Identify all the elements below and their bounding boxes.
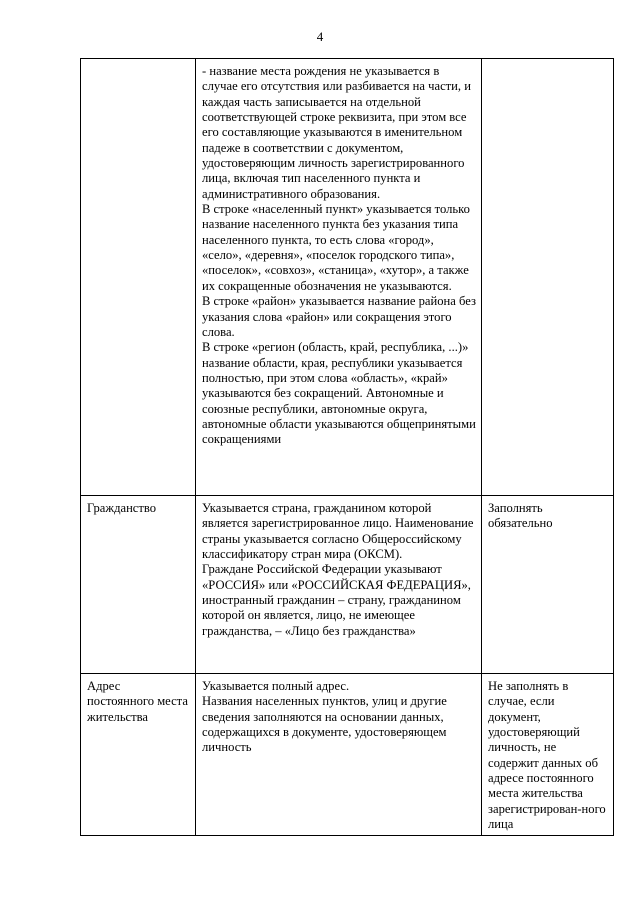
description-cell	[196, 674, 482, 836]
table-row	[81, 496, 614, 674]
description-paragraph: Названия населенных пунктов, улиц и другие сведения заполняются на основании данных, содержащихся в документе, удостоверяющем личность	[202, 694, 447, 755]
description-paragraph: - название места рождения не указывается в случае его отсутствия или разбивается на части, и каждая часть записывается на отдельной соответствующей строке реквизита, при этом все его составляющие указываются в именительном падеже в соответствии с документом, удостоверяющим личность зарегистрированного лица, включая тип населенного пункта и административного образования.	[202, 64, 471, 201]
page-number: 4	[316, 29, 324, 44]
requisites-table	[80, 58, 614, 836]
note-cell: Заполнять обязательно	[482, 496, 614, 674]
description-paragraph: В строке «населенный пункт» указывается только название населенного пункта без указания типа населенного пункта, то есть слова «город», «село», «деревня», «поселок городского типа», «поселок», «совхоз», «станица», «хутор», а также их сокращенные обозначения не указываются.	[202, 202, 470, 293]
table-row	[81, 59, 614, 496]
field-name-cell: Адрес постоянного места жительства	[81, 674, 196, 836]
note-cell	[482, 59, 614, 496]
description-paragraph: Указывается полный адрес.	[202, 679, 350, 693]
description-paragraph: Указывается страна, гражданином которой является зарегистрированное лицо. Наименование страны указывается согласно Общероссийскому классификатору стран мира (ОКСМ).	[202, 501, 474, 562]
description-cell	[196, 496, 482, 674]
description-paragraph: В строке «район» указывается название района без указания слова «район» или сокращения этого слова.	[202, 294, 476, 339]
field-name-cell: Гражданство	[81, 496, 196, 674]
field-name-cell	[81, 59, 196, 496]
description-paragraph: В строке «регион (область, край, республика, ...)» название области, края, республики указывается полностью, при этом слова «область», «край» указываются без сокращений. Автономные и союзные республики, автономные округа, автономные области указываются общепринятыми сокращениями	[202, 340, 476, 447]
description-paragraph: Граждане Российской Федерации указывают «РОССИЯ» или «РОССИЙСКАЯ ФЕДЕРАЦИЯ», иностранный гражданин – страну, гражданином которой он является, лицо, не имеющее гражданства, – «Лицо без гражданства»	[202, 562, 471, 638]
description-cell	[196, 59, 482, 496]
table-row	[81, 674, 614, 836]
note-cell: Не заполнять в случае, если документ, удостоверяющий личность, не содержит данных об адресе постоянного места жительства зарегистрирован-ного лица	[482, 674, 614, 836]
